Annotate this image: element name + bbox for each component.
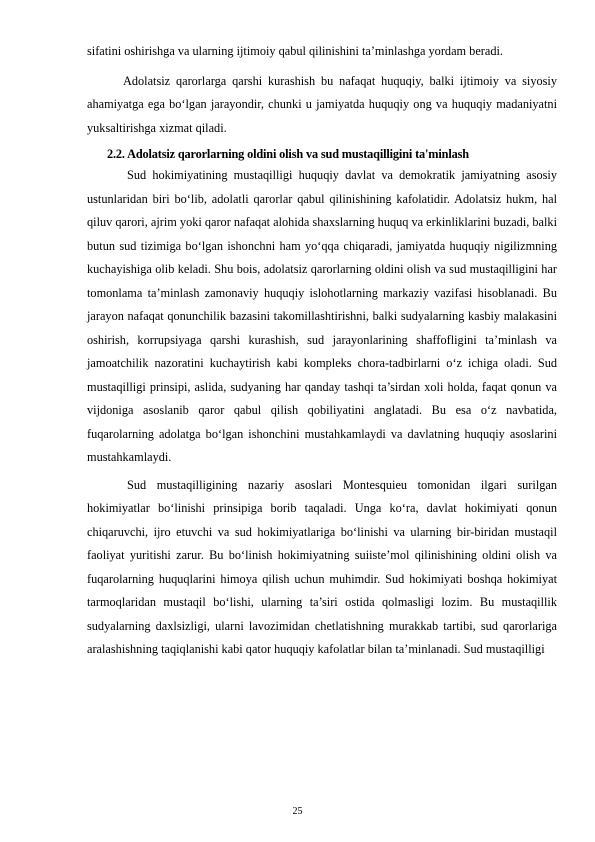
section-heading: 2.2. Adolatsiz qarorlarning oldini olish va sud mustaqilligini ta'minlash: [107, 147, 469, 161]
paragraph-continuation: sifatini oshirishga va ularning ijtimoiy qabul qilinishini ta’minlashga yordam beradi.: [87, 44, 503, 58]
paragraph-adolatsiz-qarorlar: Adolatsiz qarorlarga qarshi kurashish bu nafaqat huquqiy, balki ijtimoiy va siyosiy ahamiyatga ega bo‘lgan jarayondir, chunki u jamiyatda huquqiy ong va huquqiy madaniyatni yuksaltirishga xizmat qiladi.: [87, 73, 557, 135]
document-page: [87, 40, 557, 662]
paragraph-sud-mustaqilligi: Sud hokimiyatining mustaqilligi huquqiy davlat va demokratik jamiyatning asosiy ustunlaridan biri bo‘lib, adolatli qarorlar qabul qilinishining kafolatidir. Adolatsiz hukm, hal qiluv qarori, ajrim yoki qaror nafaqat alohida shaxslarning huquq va erkinliklarini buzadi, balki butun sud tizimiga bo‘lgan ishonchni ham yo‘qqa chiqaradi, jamiyatda huquqiy nigilizmning kuchayishiga olib keladi. Shu bois, adolatsiz qarorlarning oldini olish va sud mustaqilligini har tomonlama ta’minlash zamonaviy huquqiy islohotlarning markaziy vazifasi hisoblanadi. Bu jarayon nafaqat qonunchilik bazasini takomillashtirishni, balki sudyalarning kasbiy malakasini oshirish, korrupsiyaga qarshi kurashish, sud jarayonlarining shaffofligini ta’minlash va jamoatchilik nazoratini kuchaytirish kabi kompleks chora-tadbirlarni o‘z ichiga oladi. Sud mustaqilligi prinsipi, aslida, sudyaning har qanday tashqi ta’sirdan xoli holda, faqat qonun va vijdoniga asoslanib qaror qabul qilish qobiliyatini anglatadi. Bu esa o‘z navbatida, fuqarolarning adolatga bo‘lgan ishonchini mustahkamlaydi va davlatning huquqiy asoslarini mustahkamlaydi.: [87, 168, 557, 464]
page-number: 25: [292, 806, 303, 817]
paragraph-nazariy-asoslar: Sud mustaqilligining nazariy asoslari Montesquieu tomonidan ilgari surilgan hokimiyatlar bo‘linishi prinsipiga borib taqaladi. Unga ko‘ra, davlat hokimiyati qonun chiqaruvchi, ijro etuvchi va sud hokimiyatlariga bo‘linishi va ularning bir-biridan mustaqil faoliyat yuritishi zarur. Bu bo‘linish hokimiyatning suiiste’mol qilinishining oldini olish va fuqarolarning huquqlarini himoya qilish uchun muhimdir. Sud hokimiyati boshqa hokimiyat tarmoqlaridan mustaqil bo‘lishi, ularning ta’siri ostida qolmasligi lozim. Bu mustaqillik sudyalarning daxlsizligi, ularni lavozimidan chetlatishning murakkab tartibi, sud qarorlariga aralashishning taqiqlanishi kabi qator huquqiy kafolatlar bilan ta’minlanadi. Sud mustaqilligi: [87, 477, 557, 656]
